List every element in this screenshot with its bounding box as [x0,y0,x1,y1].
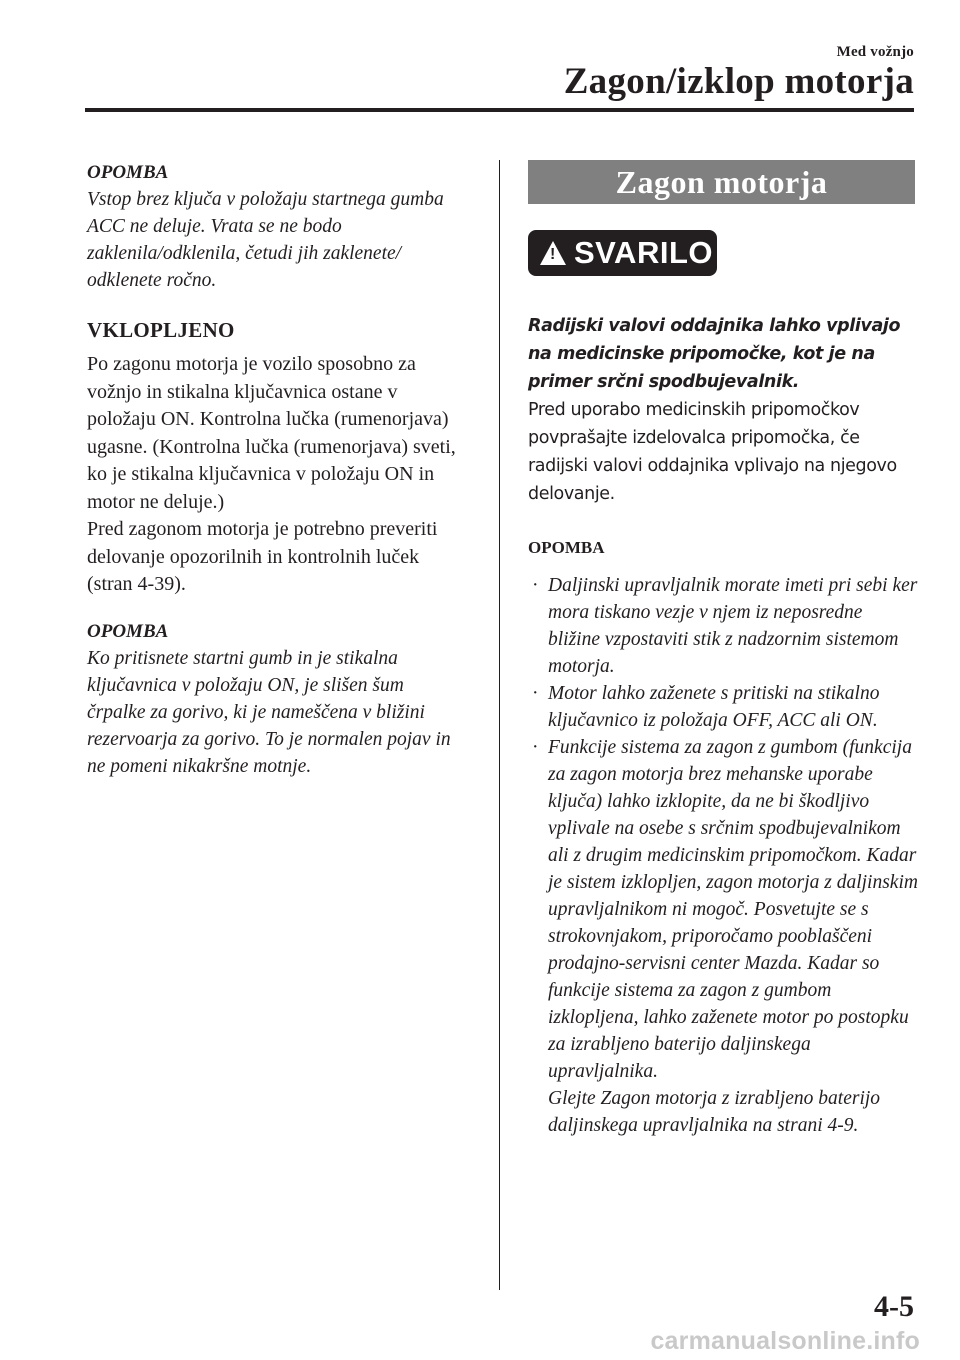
right-column [528,160,918,1139]
warning-badge [528,230,717,276]
warning-bold-text: Radijski valovi oddajnika lahko vplivajo na medicinske pripomočke, kot je na primer srčni spodbujevalnik. [528,316,901,392]
note-text: Vstop brez ključa v položaju startnega gumba ACC ne deluje. Vrata se ne bodo zaklenila/odklenila, četudi jih zaklenete/ odklenete ročno. [87,189,444,291]
column-divider [499,160,500,1290]
warning-text: Pred uporabo medicinskih pripomočkov povprašajte izdelovalca pripomočka, če radijski valovi oddajnika vplivajo na njegovo delovanje. [528,400,897,504]
paragraph: Po zagonu motorja je vozilo sposobno za vožnjo in stikalna ključavnica ostane v položaju ON. Kontrolna lučka (rumenorjava) ugasne. (Kontrolna lučka (rumenorjava) sveti, ko je stikalna ključavnica v položaju ON in motor ne deluje.) [87,353,456,513]
watermark: carmanualsonline.info [650,1327,920,1355]
page-number: 4-5 [874,1290,914,1323]
note-text: Ko pritisnete startni gumb in je stikalna ključavnica v položaju ON, je slišen šum črpalke za gorivo, ki je nameščena v bližini rezervoarja za gorivo. To je normalen pojav in ne pomeni nikakršne motnje. [87,647,451,777]
paragraph: Pred zagonom motorja je potrebno preveriti delovanje opozorilnih in kontrolnih luček (stran 4-39). [87,518,438,595]
header-rule [85,108,914,112]
note-label: OPOMBA [87,162,169,183]
chapter-label: Med vožnjo [836,44,914,60]
page-title: Zagon/izklop motorja [563,61,914,102]
list-item: · Funkcije sistema za zagon z gumbom (funkcija za zagon motorja brez mehanske uporabe ključa) lahko izklopite, da ne bi škodljivo vplivale na osebe s srčnim spodbujevalnikom ali z drugim medicinskim pripomočkom. Kadar je sistem izklopljen, zagon motorja z daljinskim upravljalnikom ni mogoč. Posvetujte se s strokovnjakom, priporočamo pooblaščeni prodajno-servisni center Mazda. Kadar so funkcije sistema za zagon z gumbom izklopljena, lahko zaženete motor po postopku za izrabljeno baterijo daljinskega upravljalnika. Glejte Zagon motorja z izrabljeno baterijo daljinskega upravljalnika na strani 4-9. [532,737,918,1136]
note-label: OPOMBA [87,620,169,642]
section-heading-vklopljeno: VKLOPLJENO [87,318,235,342]
section-title-bar: Zagon motorja [528,160,915,204]
warning-triangle-icon: ! [540,241,566,265]
warning-label: SVARILO [574,235,713,270]
warning-body [528,312,918,508]
note-label: OPOMBA [528,538,605,557]
list-item: · Motor lahko zaženete s pritiski na stikalno ključavnico iz položaja OFF, ACC ali ON. [532,683,880,731]
list-item: · Daljinski upravljalnik morate imeti pri sebi ker mora tiskano vezje v njem iz neposredne bližine vzpostaviti stik z nadzornim sistemom motorja. [532,575,918,677]
left-column [87,160,467,780]
note-bullet-list [528,572,918,1139]
